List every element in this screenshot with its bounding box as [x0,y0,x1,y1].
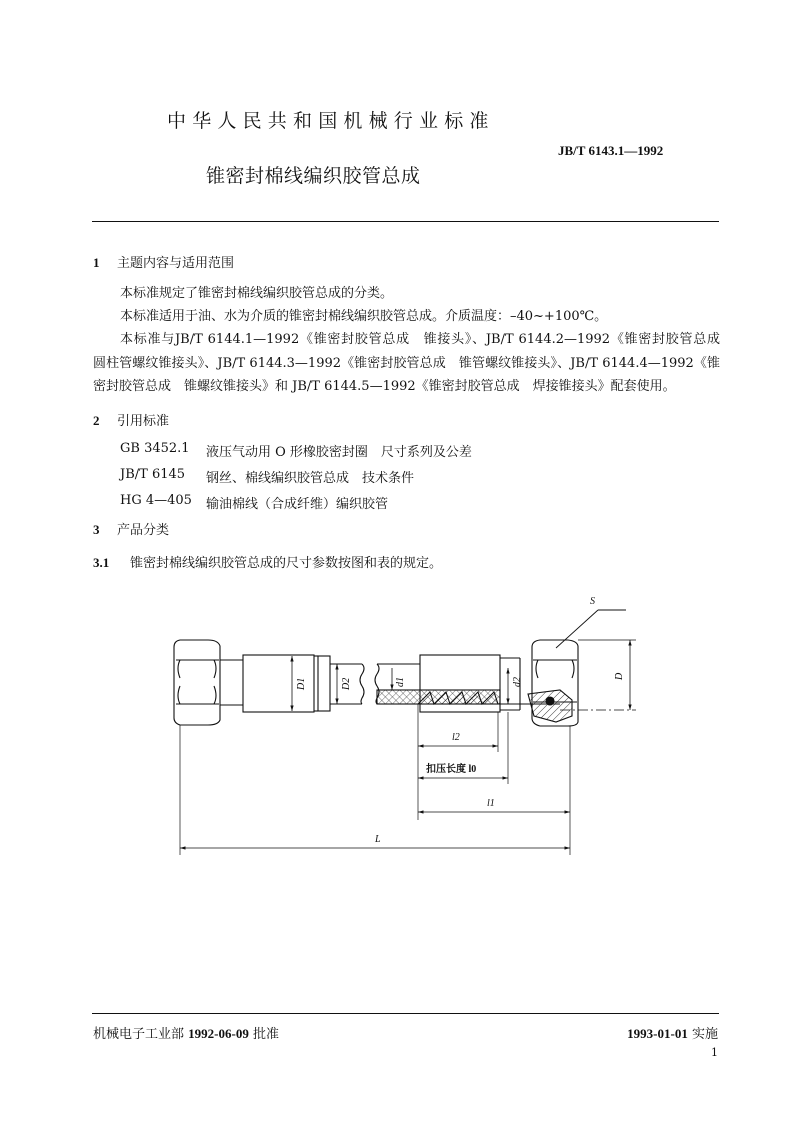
reference-code: GB 3452.1 [120,441,190,456]
approval-date: 1992-06-09 [188,1026,249,1041]
label-l1: l1 [487,798,495,809]
section-number: 2 [93,413,100,428]
page-number: 1 [711,1046,718,1059]
document-title: 锥密封棉线编织胶管总成 [206,165,421,187]
section-number: 3 [93,522,100,537]
label-d2-upper: D2 [341,677,352,690]
section-title: 产品分类 [117,523,170,538]
subsection-text: 锥密封棉线编织胶管总成的尺寸参数按图和表的规定。 [130,556,443,571]
label-d2: d2 [512,677,523,687]
label-s: S [590,596,595,607]
reference-title: 液压气动用 O 形橡胶密封圈 尺寸系列及公差 [206,445,472,460]
approval-word: 批准 [252,1027,279,1042]
label-d1-upper: D1 [296,677,307,690]
footer-rule [92,1013,719,1014]
section-title: 引用标准 [117,414,170,429]
label-d1: d1 [395,677,406,687]
organization-title: 中华人民共和国机械行业标准 [167,110,495,132]
label-d: D [614,672,625,680]
effective-info [627,1023,718,1042]
effective-word: 实施 [691,1027,718,1042]
section-title: 主题内容与适用范围 [117,256,235,271]
effective-date: 1993-01-01 [627,1026,688,1041]
label-l2: l2 [452,732,460,743]
section-number: 1 [93,255,100,270]
left-hex-nut [174,640,220,725]
paragraph-scope: 本标准规定了锥密封棉线编织胶管总成的分类。 [120,286,394,301]
reference-title: 输油棉线（合成纤维）编织胶管 [206,497,389,512]
reference-title: 钢丝、棉线编织胶管总成 技术条件 [206,471,415,486]
paragraph-related-standards: 本标准与JB/T 6144.1—1992《锥密封胶管总成 锥接头》、JB/T 6144.2—1992《锥密封胶管总成 圆柱管螺纹锥接头》、JB/T 6144.3—1992《锥密封胶管总成 锥管螺纹锥接头》、JB/T 6144.4—1992《锥密封胶管总成 锥螺纹锥接头》和 JB/T 6144.5—1992《锥密封胶管总成 焊接锥接头》配套使用。 [93,332,734,394]
label-crimp-length: 扣压长度 l0 [426,764,477,775]
paragraph-applicability: 本标准适用于油、水为介质的锥密封棉线编织胶管总成。介质温度：–40~+100℃。 [120,309,608,324]
issuer: 机械电子工业部 [93,1027,185,1042]
subsection-number: 3.1 [93,555,110,570]
reference-code: HG 4—405 [120,493,192,508]
label-l-total: L [375,834,381,845]
reference-code: JB/T 6145 [120,467,186,482]
standard-code: JB/T 6143.1—1992 [558,143,664,158]
approval-info [93,1023,279,1042]
